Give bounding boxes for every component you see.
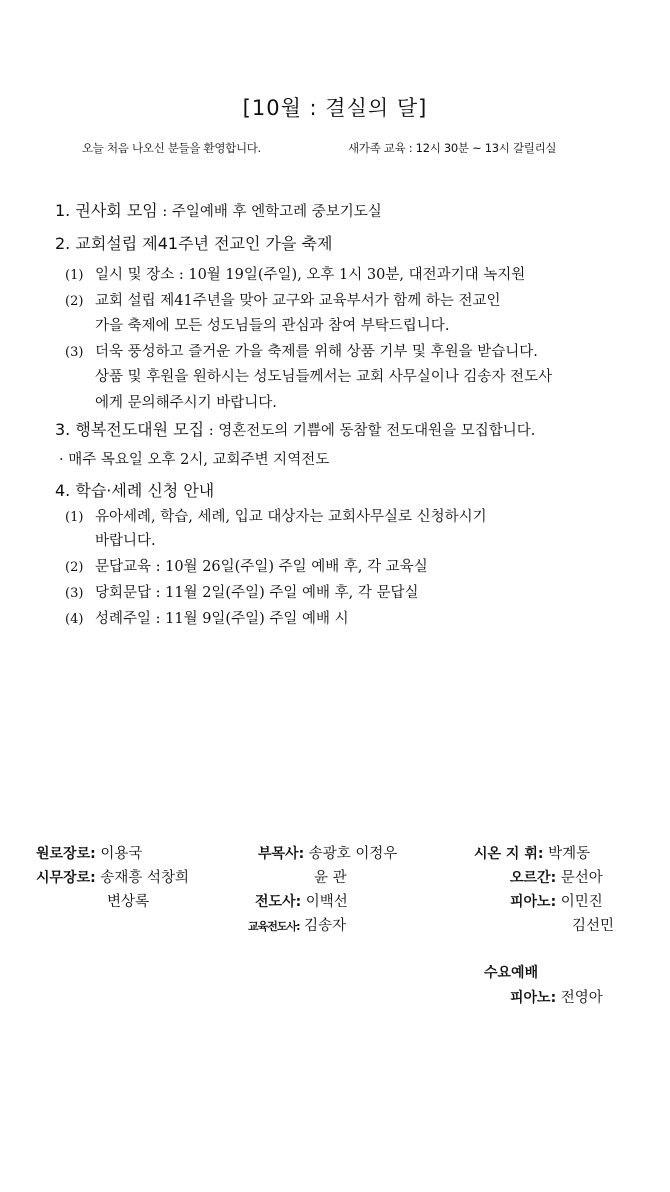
announcement-4-sub-2: (2) 문답교육 : 10월 26일(주일) 주일 예배 후, 각 교육실: [65, 559, 428, 575]
announcement-label: 행복전도대원 모집: [75, 420, 205, 439]
staff-elder: 원로장로: 이용국: [36, 846, 143, 862]
announcement-number: 2.: [55, 234, 71, 253]
announcement-3: [55, 417, 535, 440]
announcement-1: [55, 198, 382, 221]
staff-associate-pastor-cont: 윤 관: [314, 870, 347, 886]
announcement-2-sub-2: (2) 교회 설립 제41주년을 맞아 교구와 교육부서가 함께 하는 전교인: [65, 293, 501, 309]
newcomer-education: 새가족 교육 : 12시 30분 ~ 13시 갈릴리실: [348, 141, 557, 155]
announcement-text: : 영혼전도의 기쁨에 동참할 전도대원을 모집합니다.: [204, 423, 536, 439]
announcement-2-sub-3-cont-2: 에게 문의해주시기 바랍니다.: [95, 395, 277, 411]
staff-evangelist: 전도사: 이백선: [255, 894, 348, 910]
announcement-4-sub-1: (1) 유아세례, 학습, 세례, 입교 대상자는 교회사무실로 신청하시기: [65, 509, 487, 525]
staff-associate-pastor: 부목사: 송광호 이정우: [258, 846, 398, 862]
announcement-2-sub-1: (1) 일시 및 장소 : 10월 19일(주일), 오후 1시 30분, 대전과기대 녹지원: [65, 267, 526, 283]
staff-piano-cont: 김선민: [572, 918, 615, 934]
announcement-4-sub-1-cont: 바랍니다.: [95, 533, 156, 549]
announcement-4-sub-3: (3) 당회문답 : 11월 2일(주일) 주일 예배 후, 각 문답실: [65, 585, 419, 601]
announcement-label: 학습·세례 신청 안내: [75, 481, 215, 500]
announcement-label: 교회설립 제41주년 전교인 가을 축제: [75, 234, 333, 253]
wednesday-piano: 피아노: 전영아: [510, 990, 603, 1006]
announcement-2: [55, 231, 332, 254]
staff-education-evangelist: 교육전도사: 김송자: [248, 918, 347, 934]
page-title: [10월 : 결실의 달]: [242, 96, 428, 120]
staff-steward: 시무장로: 송재흥 석창희: [36, 870, 189, 886]
announcement-4: [55, 478, 214, 501]
announcement-text: : 주일예배 후 엔학고레 중보기도실: [157, 204, 382, 220]
announcement-number: 4.: [55, 481, 71, 500]
staff-steward-cont: 변상록: [107, 894, 150, 910]
welcome-text: 오늘 처음 나오신 분들을 환영합니다.: [82, 141, 261, 155]
staff-piano: 피아노: 이민진: [510, 894, 603, 910]
announcement-number: 3.: [55, 420, 71, 439]
announcement-3-bullet: · 매주 목요일 오후 2시, 교회주변 지역전도: [59, 452, 330, 468]
staff-organ: 오르간: 문선아: [510, 870, 603, 886]
announcement-label: 권사회 모임: [75, 201, 158, 220]
announcement-2-sub-3-cont-1: 상품 및 후원을 원하시는 성도님들께서는 교회 사무실이나 김송자 전도사: [95, 369, 553, 385]
staff-choir-conductor: 시온 지 휘: 박계동: [474, 846, 591, 862]
wednesday-service-title: 수요예배: [484, 965, 539, 981]
announcement-number: 1.: [55, 201, 71, 220]
announcement-2-sub-2-cont: 가을 축제에 모든 성도님들의 관심과 참여 부탁드립니다.: [95, 318, 450, 334]
announcement-2-sub-3: (3) 더욱 풍성하고 즐거운 가을 축제를 위해 상품 기부 및 후원을 받습니다.: [65, 344, 538, 360]
announcement-4-sub-4: (4) 성례주일 : 11월 9일(주일) 주일 예배 시: [65, 611, 349, 627]
